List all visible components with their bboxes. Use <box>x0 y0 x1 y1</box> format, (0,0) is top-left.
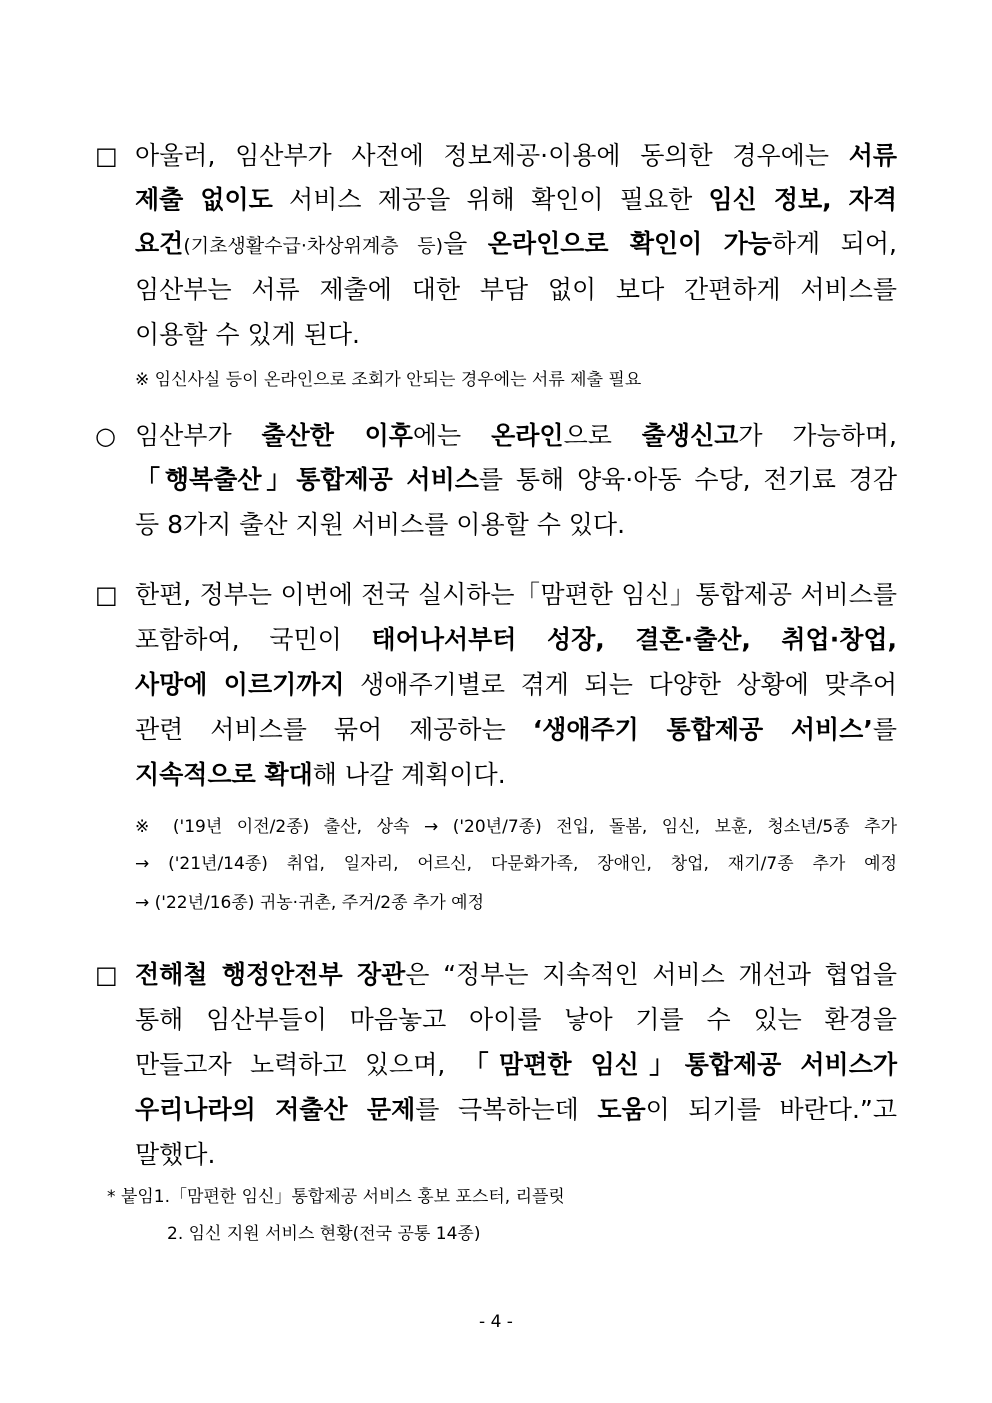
section3-note2: → ('21년/14종) 취업, 일자리, 어르신, 다문화가족, 장애인, 창업, 재기/7종 추가 예정 <box>135 854 897 874</box>
section1-line5: 이용할 수 있게 된다. <box>135 320 360 349</box>
section1-line1: 아울러, 임산부가 사전에 정보제공·이용에 동의한 경우에는 서류 <box>135 141 897 170</box>
section3-line1: 한편, 정부는 이번에 전국 실시하는「맘편한 임신」통합제공 서비스를 <box>135 580 897 609</box>
circle-bullet: ○ <box>95 422 116 450</box>
section3-line4: 관련 서비스를 묶어 제공하는 ‘생애주기 통합제공 서비스’를 <box>135 715 897 744</box>
section4-line2: 통해 임산부들이 마음놓고 아이를 낳아 기를 수 있는 환경을 <box>135 1005 897 1034</box>
section3-line5: 지속적으로 확대해 나갈 계획이다. <box>135 760 506 789</box>
section4-line5: 말했다. <box>135 1140 216 1169</box>
section1-note: ※ 임신사실 등이 온라인으로 조회가 안되는 경우에는 서류 제출 필요 <box>135 370 642 390</box>
square-bullet: □ <box>95 961 118 989</box>
section1-line4: 임산부는 서류 제출에 대한 부담 없이 보다 간편하게 서비스를 <box>135 275 897 304</box>
section2-line3: 등 8가지 출산 지원 서비스를 이용할 수 있다. <box>135 510 626 539</box>
section3-line3: 사망에 이르기까지 생애주기별로 겪게 되는 다양한 상황에 맞추어 <box>135 670 897 699</box>
section1-line3: 요건(기초생활수급·차상위계층 등)을 온라인으로 확인이 가능하게 되어, <box>135 229 897 258</box>
section4-line1: 전해철 행정안전부 장관은 “정부는 지속적인 서비스 개선과 협업을 <box>135 960 897 989</box>
attachment-1: * 붙임1.「맘편한 임신」통합제공 서비스 홍보 포스터, 리플릿 <box>107 1187 565 1207</box>
section4-line4: 우리나라의 저출산 문제를 극복하는데 도움이 되기를 바란다.”고 <box>135 1095 897 1124</box>
section3-note3: → ('22년/16종) 귀농·귀촌, 주거/2종 추가 예정 <box>135 893 485 913</box>
page-number: - 4 - <box>479 1312 513 1332</box>
section2-line1: 임산부가 출산한 이후에는 온라인으로 출생신고가 가능하며, <box>135 421 897 450</box>
section1-line2: 제출 없이도 서비스 제공을 위해 확인이 필요한 임신 정보, 자격 <box>135 185 897 214</box>
square-bullet: □ <box>95 581 118 609</box>
section3-note1: ※ ('19년 이전/2종) 출산, 상속 → ('20년/7종) 전입, 돌봄, 임신, 보훈, 청소년/5종 추가 <box>135 817 897 837</box>
section2-line2: 「행복출산」통합제공 서비스를 통해 양육·아동 수당, 전기료 경감 <box>135 465 897 494</box>
section3-line2: 포함하여, 국민이 태어나서부터 성장, 결혼·출산, 취업·창업, <box>135 625 897 654</box>
square-bullet: □ <box>95 142 118 170</box>
attachment-2: 2. 임신 지원 서비스 현황(전국 공통 14종) <box>167 1224 481 1244</box>
section4-line3: 만들고자 노력하고 있으며, 「맘편한 임신」통합제공 서비스가 <box>135 1050 897 1079</box>
